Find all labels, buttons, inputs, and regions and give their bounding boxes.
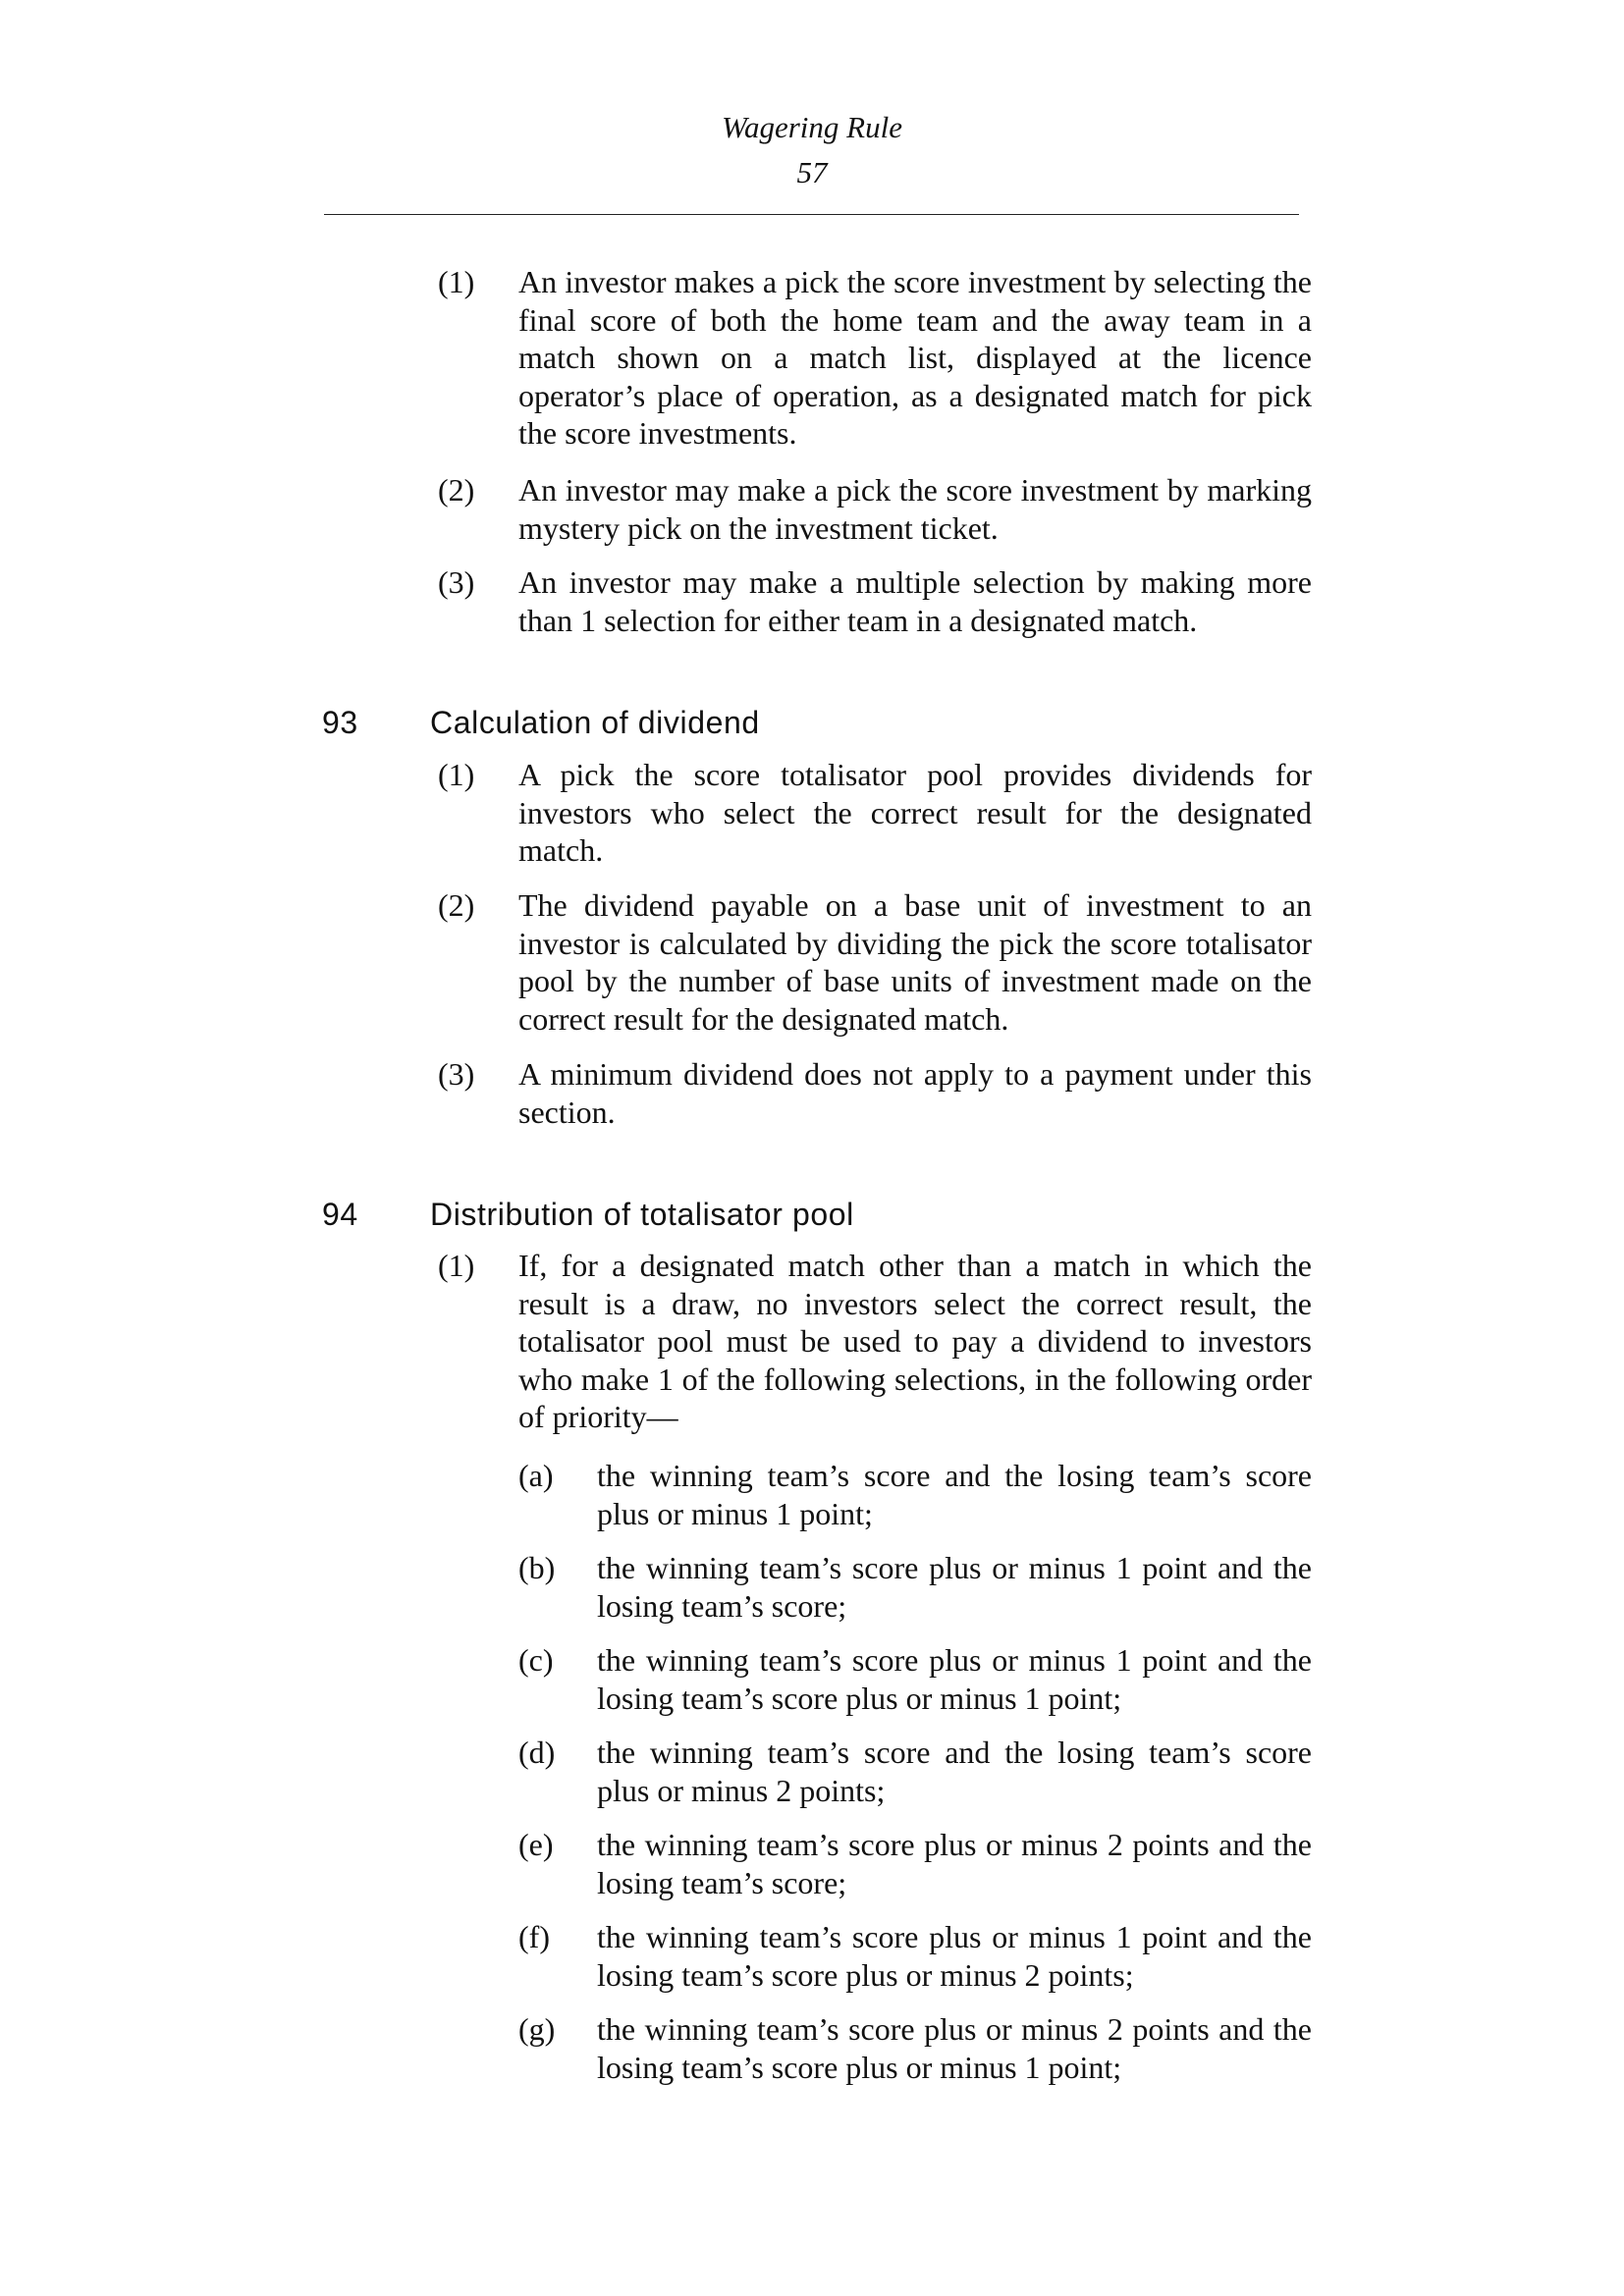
item-label: (c)	[518, 1642, 554, 1678]
section-number: 93	[322, 705, 358, 740]
item-text: the winning team’s score plus or minus 2 points and the losing team’s score;	[597, 1827, 1312, 1900]
item-text: the winning team’s score plus or minus 1 point and the losing team’s score plus or minus 2 points;	[597, 1919, 1312, 1993]
item-label: (e)	[518, 1827, 554, 1862]
paragraph-text: An investor may make a pick the score investment by marking mystery pick on the investment ticket.	[518, 472, 1312, 546]
paragraph-number: (2)	[438, 887, 475, 923]
paragraph-number: (3)	[438, 564, 475, 600]
section-title: Distribution of totalisator pool	[430, 1197, 854, 1232]
item-label: (a)	[518, 1458, 554, 1493]
running-header-page-number: 57	[796, 155, 828, 189]
section-title: Calculation of dividend	[430, 705, 760, 740]
item-text: the winning team’s score plus or minus 1 point and the losing team’s score plus or minus 1 point;	[597, 1642, 1312, 1716]
item-text: the winning team’s score and the losing team’s score plus or minus 1 point;	[597, 1458, 1312, 1531]
paragraph-number: (3)	[438, 1056, 475, 1092]
paragraph-text: The dividend payable on a base unit of investment to an investor is calculated by dividing the pick the score totalisator pool by the number of base units of investment made on the correct result for the designated match.	[518, 887, 1312, 1037]
item-label: (f)	[518, 1919, 550, 1954]
paragraph-text: An investor may make a multiple selection by making more than 1 selection for either team in a designated match.	[518, 564, 1312, 638]
item-text: the winning team’s score and the losing team’s score plus or minus 2 points;	[597, 1735, 1312, 1808]
section-number: 94	[322, 1197, 358, 1232]
running-header-title: Wagering Rule	[722, 110, 902, 144]
item-text: the winning team’s score plus or minus 1 point and the losing team’s score;	[597, 1550, 1312, 1624]
paragraph-text: A pick the score totalisator pool provides dividends for investors who select the correct result for the designated match.	[518, 757, 1312, 868]
paragraph-number: (1)	[438, 1248, 475, 1283]
paragraph-number: (1)	[438, 757, 475, 792]
header-divider	[324, 214, 1299, 215]
item-label: (d)	[518, 1735, 556, 1770]
item-label: (g)	[518, 2011, 556, 2047]
item-label: (b)	[518, 1550, 556, 1585]
paragraph-number: (2)	[438, 472, 475, 507]
paragraph-text: If, for a designated match other than a match in which the result is a draw, no investors select the correct result, the totalisator pool must be used to pay a dividend to investors who make 1 of the following selections, in the following order of priority—	[518, 1248, 1312, 1434]
item-text: the winning team’s score plus or minus 2 points and the losing team’s score plus or minus 1 point;	[597, 2011, 1312, 2085]
paragraph-text: An investor makes a pick the score investment by selecting the final score of both the home team and the away team in a match shown on a match list, displayed at the licence operator’s place of operation, as a designated match for pick the score investments.	[518, 264, 1312, 451]
paragraph-text: A minimum dividend does not apply to a payment under this section.	[518, 1056, 1312, 1130]
paragraph-number: (1)	[438, 264, 475, 299]
